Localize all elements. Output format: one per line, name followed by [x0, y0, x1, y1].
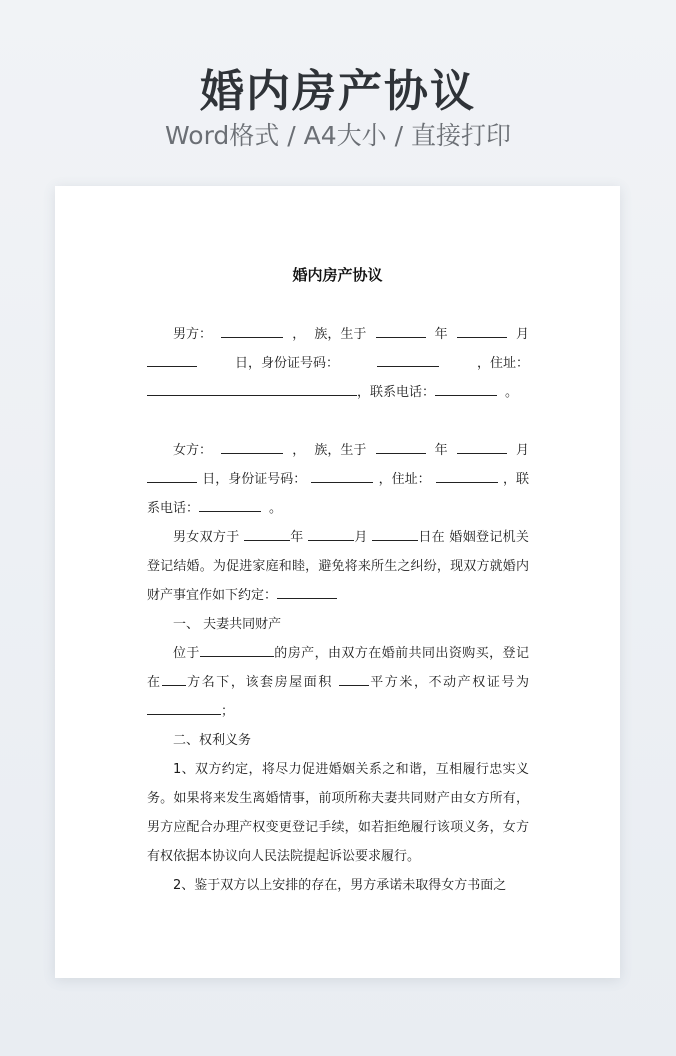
- husband-line-1: [147, 320, 529, 349]
- husband-phone-blank: [435, 381, 497, 396]
- month-label: 月: [515, 327, 529, 342]
- marriage-year-blank: [244, 526, 290, 541]
- phone-label: ，联系电话：: [357, 385, 436, 400]
- wife-name-blank: [221, 439, 283, 454]
- wife-address-blank: [436, 468, 498, 483]
- address-label: ，住址：: [476, 356, 529, 371]
- husband-label: 男方：: [173, 327, 213, 342]
- document-body: [147, 320, 529, 900]
- section-1-body: [147, 639, 529, 726]
- certificate-number-blank: [147, 700, 221, 715]
- month-label: 月: [515, 443, 529, 458]
- ethnicity-born-label: 族，生于: [314, 327, 367, 342]
- text: 的房产，由双方在婚前共同出资购买，登记在: [147, 646, 529, 690]
- registered-party-blank: [162, 671, 186, 686]
- marriage-paragraph: [147, 523, 529, 610]
- marriage-day-blank: [372, 526, 418, 541]
- text: 日在 婚姻登记机关登记结婚。为促进家庭和睦，避免将来所生之纠纷，现双方就婚内财产事宜作如下约定：: [147, 530, 529, 603]
- wife-label: 女方：: [173, 443, 213, 458]
- wife-day-blank: [147, 468, 197, 483]
- husband-name-blank: [221, 323, 283, 338]
- comma: ，: [292, 443, 306, 458]
- page-subtitle: Word格式 / A4大小 / 直接打印: [165, 121, 511, 150]
- phone-label-end: 系电话：: [147, 501, 200, 516]
- husband-line-2: [147, 349, 529, 378]
- wife-line-2: [147, 465, 529, 494]
- phone-label-start: ，联: [502, 472, 529, 487]
- wife-id-blank: [311, 468, 373, 483]
- marriage-month-blank: [308, 526, 354, 541]
- document-page: [55, 186, 620, 978]
- husband-day-blank: [147, 352, 197, 367]
- wife-month-blank: [457, 439, 507, 454]
- document-title: 婚内房产协议: [292, 266, 383, 284]
- text: 位于: [173, 646, 200, 661]
- text: 月: [354, 530, 368, 545]
- section-2-paragraph-2: 2、鉴于双方以上安排的存在，男方承诺未取得女方书面之: [173, 878, 507, 893]
- area-blank: [339, 671, 369, 686]
- section-2-title: 二、权利义务: [173, 733, 252, 748]
- ethnicity-born-label: 族，生于: [314, 443, 367, 458]
- property-location-blank: [200, 642, 274, 657]
- id-number-label: 日，身份证号码：: [202, 472, 307, 487]
- text: 年: [289, 530, 304, 545]
- marriage-matters-blank: [277, 584, 337, 599]
- wife-year-blank: [376, 439, 426, 454]
- husband-address-blank: [147, 381, 357, 396]
- period: 。: [269, 501, 283, 516]
- section-1-title: 一、 夫妻共同财产: [173, 617, 282, 632]
- year-label: 年: [434, 443, 448, 458]
- text: 方名下，该套房屋面积: [185, 675, 333, 690]
- page-title: 婚内房产协议: [200, 66, 476, 117]
- year-label: 年: [434, 327, 448, 342]
- wife-phone-blank: [199, 497, 261, 512]
- wife-line-1: [147, 436, 529, 465]
- husband-month-blank: [457, 323, 507, 338]
- address-label: ，住址：: [378, 472, 431, 487]
- husband-id-blank: [377, 352, 439, 367]
- wife-line-3: [147, 494, 529, 523]
- section-2-paragraph-1: 1、双方约定，将尽力促进婚姻关系之和谐，互相履行忠实义务。如果将来发生离婚情事，前项所称夫妻共同财产由女方所有，男方应配合办理产权变更登记手续，如若拒绝履行该项义务，女方有权依据本协议向人民法院提起诉讼要求履行。: [147, 762, 529, 864]
- text: 男女双方于: [173, 530, 240, 545]
- text: ；: [221, 704, 235, 719]
- comma: ，: [292, 327, 306, 342]
- text: 平方米，不动产权证号为: [368, 675, 529, 690]
- husband-year-blank: [376, 323, 426, 338]
- husband-line-3: [147, 378, 529, 407]
- id-number-label: 日，身份证号码：: [234, 356, 339, 371]
- period: 。: [505, 385, 519, 400]
